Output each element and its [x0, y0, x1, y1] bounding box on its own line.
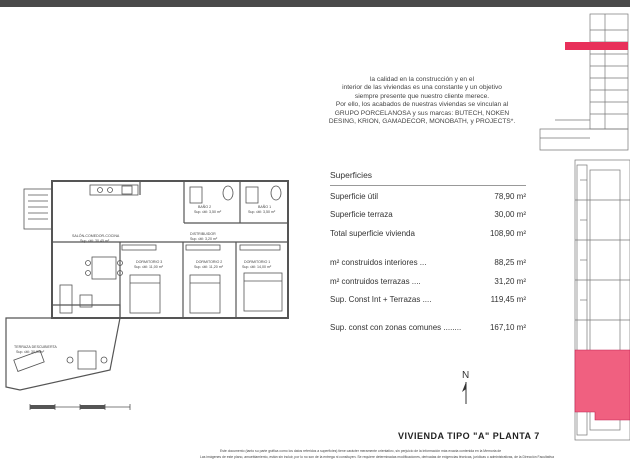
area-label: m² construidos interiores ...: [330, 258, 427, 267]
intro-line: siempre presente que nuestro cliente merece.: [354, 92, 490, 100]
area-row: [330, 229, 526, 238]
intro-line: DESING, KRION, GAMADECOR, MONOBATH, y PROJECTS*.: [328, 118, 516, 126]
area-label: Sup. const con zonas comunes ........: [330, 323, 462, 332]
plan-title: VIVIENDA TIPO "A" PLANTA 7: [398, 431, 540, 441]
room-area: Sup. útil: 3,50 m²: [194, 210, 222, 214]
room-label: DORMITORIO 1: [244, 260, 271, 264]
room-label: DISTRIBUIDOR: [190, 232, 216, 236]
area-label: Total superficie vivienda: [330, 229, 415, 238]
area-value: 119,45 m²: [490, 295, 526, 304]
area-value: 30,00 m²: [494, 210, 526, 219]
building-key-plan: [535, 0, 630, 465]
room-label: BAÑO 1: [258, 205, 272, 209]
area-label: Superficie terraza: [330, 210, 393, 219]
apartment-outline: [52, 181, 288, 318]
area-row: [330, 277, 526, 286]
room-label: BAÑO 2: [198, 205, 212, 209]
compass-icon: [456, 368, 476, 408]
floor-plan: [0, 165, 305, 415]
room-label: TERRAZA DESCUBIERTA: [14, 345, 57, 349]
area-value: 31,20 m²: [494, 277, 526, 286]
area-label: Sup. Const Int + Terrazas ....: [330, 295, 432, 304]
area-row: [330, 192, 526, 201]
area-row: [330, 258, 526, 267]
room-area: Sup. útil: 30,00m²: [16, 350, 45, 354]
room-label: SALÓN-COMEDOR-COCINA: [72, 234, 120, 238]
room-label: DORMITORIO 2: [196, 260, 223, 264]
room-area: Sup. útil: 14,00 m²: [242, 265, 272, 269]
area-value: 108,90 m²: [489, 229, 526, 238]
intro-line: GRUPO PORCELANOSA y sus marcas: BUTECH, NOKEN: [334, 109, 510, 117]
room-area: Sup. útil: 3,50 m²: [248, 210, 276, 214]
highlight-unit: [575, 350, 630, 420]
area-label: m² contruidos terrazas ....: [330, 277, 421, 286]
area-row: [330, 323, 526, 332]
area-value: 78,90 m²: [494, 192, 526, 201]
disclaimer: Este documento (tanto su parte gráfica como los datos referidos a superficies) tiene carácter meramente orientativo, sin perjuicio de la información más exacta contenida en la Memoria de: [220, 449, 502, 453]
areas-divider: [330, 185, 526, 186]
highlight-floor: [565, 42, 628, 50]
room-area: Sup. útil: 30,45 m²: [80, 239, 110, 243]
room-label: DORMITORIO 3: [136, 260, 163, 264]
area-row: [330, 210, 526, 219]
area-row: [330, 295, 526, 304]
area-label: Superficie útil: [330, 192, 379, 201]
intro-line: la calidad en la construcción y en el: [369, 76, 475, 83]
room-area: Sup. útil: 11,20 m²: [194, 265, 223, 269]
compass-label: N: [462, 370, 470, 381]
areas-table: [330, 170, 526, 332]
intro-text: [318, 76, 526, 126]
room-area: Sup. útil: 3,20 m²: [190, 237, 218, 241]
intro-line: Por ello, los acabados de nuestras viviendas se vinculan al: [335, 101, 509, 109]
area-value: 88,25 m²: [494, 258, 526, 267]
room-area: Sup. útil: 11,00 m²: [134, 265, 163, 269]
intro-line: interior de las viviendas es una constante y un objetivo: [342, 84, 502, 92]
area-value: 167,10 m²: [489, 323, 526, 332]
areas-header: Superficies: [330, 170, 373, 180]
disclaimer: Las imágenes de este plano, amueblamiento, están sin incluir, por lo no son de la entrega ni consituyen. Se requiere determinadas modificaciones, derivadas de exigencias técnicas, jurídicas o administrativas, de la Dirección Facultativa: [200, 455, 554, 459]
